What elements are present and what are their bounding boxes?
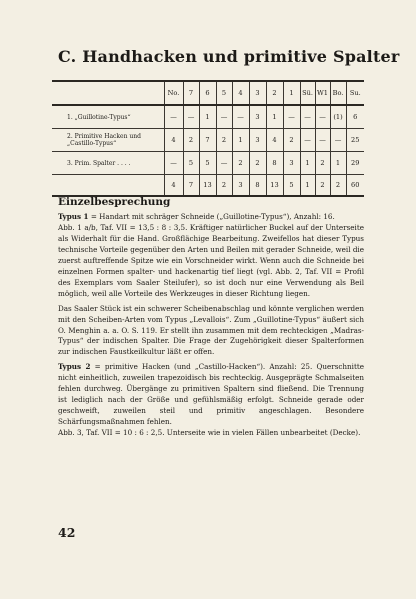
table-cell: 2: [183, 129, 199, 152]
table-cell: 4: [266, 129, 283, 152]
col-header: Su.: [346, 81, 364, 105]
col-header: 3: [249, 81, 266, 105]
total-cell: 2: [216, 175, 232, 197]
table-cell: 5: [199, 152, 216, 175]
table-row: [52, 152, 364, 175]
col-header: 5: [216, 81, 232, 105]
table-total-row: [52, 175, 364, 197]
section-title: Einzelbesprechung: [58, 196, 171, 208]
col-header: Sü.: [300, 81, 315, 105]
table-cell: 4: [164, 129, 183, 152]
body-text: [58, 212, 364, 443]
total-cell: 7: [183, 175, 199, 197]
chapter-heading: C. Handhacken und primitive Spalter: [58, 47, 400, 66]
total-cell: 13: [199, 175, 216, 197]
typus-2-text: = primitive Hacken (und „Castillo-Hacken“). Anzahl: 25. Querschnitte nicht einheitlich, zuweilen trapezoidisch bis rechteckig. Ausgeprägte Schmalseiten fehlen durchweg. Übergänge zu primitiven Spaltern sind fließend. Die Trennung ist lediglich nach der Größe und gefühlsmäßig erfolgt. Schneide gerade oder geschweift, zuweilen steil und primitiv angeschlagen. Besondere Schärfungsmaßnahmen fehlen.: [58, 362, 364, 427]
paragraph-abb-1: Abb. 1 a/b, Taf. VII = 13,5 : 8 : 3,5. Kräftiger natürlicher Buckel auf der Unterseite als Widerhalt für die Hand. Großflächige Bearbeitung. Zweifellos hat dieser Typus technische Vorteile gegenüber den Arten und Beilen mit gerader Schneide, weil die zuerst auftreffende Spitze wie ein Vorschneider wirkt. Wenn auch die Schneide bei einzelnen Formen spalter- und hackenartig tief liegt (vgl. Abb. 2, Taf. VII = Profil des Exemplars vom Saaler Steilufer), so ist doch nur eine Verwendung als Beil möglich, weil alle Vorteile des Werkzeuges in dieser Richtung liegen.: [58, 222, 364, 298]
table-cell: —: [164, 152, 183, 175]
table-cell: 7: [199, 129, 216, 152]
table-header-blank: [52, 81, 164, 105]
table-cell: —: [315, 129, 330, 152]
col-header: Bo.: [330, 81, 346, 105]
paragraph-saaler-stueck: Das Saaler Stück ist ein schwerer Scheibenabschlag und könnte verglichen werden mit den Scheiben-Arten vom Typus „Levallois“. Zum „Guillotine-Typus“ äußert sich O. Menghin a. a. O. S. 119. Er stellt ihn zusammen mit dem rechteckigen „Madras-Typus“ der indischen Spalter. Die Frage der Zugehörigkeit dieser Spalterformen zur indischen Faustkeilkultur läßt er offen.: [58, 303, 364, 357]
total-cell: 1: [300, 175, 315, 197]
table-cell: 2: [249, 152, 266, 175]
total-cell: 60: [346, 175, 364, 197]
table-cell: —: [216, 152, 232, 175]
table-cell: 2: [232, 152, 249, 175]
typus-2-label: Typus 2: [58, 362, 91, 372]
total-cell: 13: [266, 175, 283, 197]
table-cell: 3: [249, 105, 266, 129]
table-cell: 5: [183, 152, 199, 175]
typus-1-text: = Handart mit schräger Schneide („Guillotine-Typus“), Anzahl: 16.: [88, 212, 335, 221]
table-row: [52, 129, 364, 152]
typus-2-paragraph: [58, 362, 364, 428]
total-cell: 2: [315, 175, 330, 197]
table-cell: 2: [283, 129, 300, 152]
table-cell: 29: [346, 152, 364, 175]
row-label: 3. Prim. Spalter . . . .: [52, 152, 164, 175]
table-cell: 1: [199, 105, 216, 129]
table-cell: 8: [266, 152, 283, 175]
table-cell: —: [232, 105, 249, 129]
total-cell: 3: [232, 175, 249, 197]
table-cell: —: [283, 105, 300, 129]
table-cell: 1: [266, 105, 283, 129]
page-number: 42: [58, 525, 76, 540]
col-header: 6: [199, 81, 216, 105]
table-cell: (1): [330, 105, 346, 129]
paragraph-abb-3: Abb. 3, Taf. VII = 10 : 6 : 2,5. Unterseite wie in vielen Fällen unbearbeitet (Decke).: [58, 428, 361, 438]
table-cell: —: [164, 105, 183, 129]
table-cell: —: [300, 105, 315, 129]
typus-1-label: Typus 1: [58, 212, 89, 221]
table-cell: 2: [315, 152, 330, 175]
typus-1-paragraph: [58, 212, 364, 223]
table-cell: —: [315, 105, 330, 129]
col-header: 4: [232, 81, 249, 105]
table-cell: —: [216, 105, 232, 129]
table-header-row: [52, 81, 364, 105]
table-cell: —: [183, 105, 199, 129]
table-cell: 1: [330, 152, 346, 175]
table-cell: —: [330, 129, 346, 152]
total-label-blank: [52, 175, 164, 197]
table-row: [52, 105, 364, 129]
col-header: 7: [183, 81, 199, 105]
table-cell: —: [300, 129, 315, 152]
total-cell: 5: [283, 175, 300, 197]
table-cell: 1: [300, 152, 315, 175]
table-cell: 3: [249, 129, 266, 152]
col-header: 1: [283, 81, 300, 105]
distribution-table: [52, 80, 364, 197]
row-label: 1. „Guillotine-Typus“: [52, 105, 164, 129]
total-cell: 2: [330, 175, 346, 197]
table-cell: 1: [232, 129, 249, 152]
row-label: 2. Primitive Hacken und „Castillo-Typus“: [52, 129, 164, 152]
total-cell: 4: [164, 175, 183, 197]
table-cell: 2: [216, 129, 232, 152]
col-header: W1: [315, 81, 330, 105]
col-header: No.: [164, 81, 183, 105]
table-cell: 6: [346, 105, 364, 129]
col-header: 2: [266, 81, 283, 105]
table-cell: 3: [283, 152, 300, 175]
total-cell: 8: [249, 175, 266, 197]
table-cell: 25: [346, 129, 364, 152]
